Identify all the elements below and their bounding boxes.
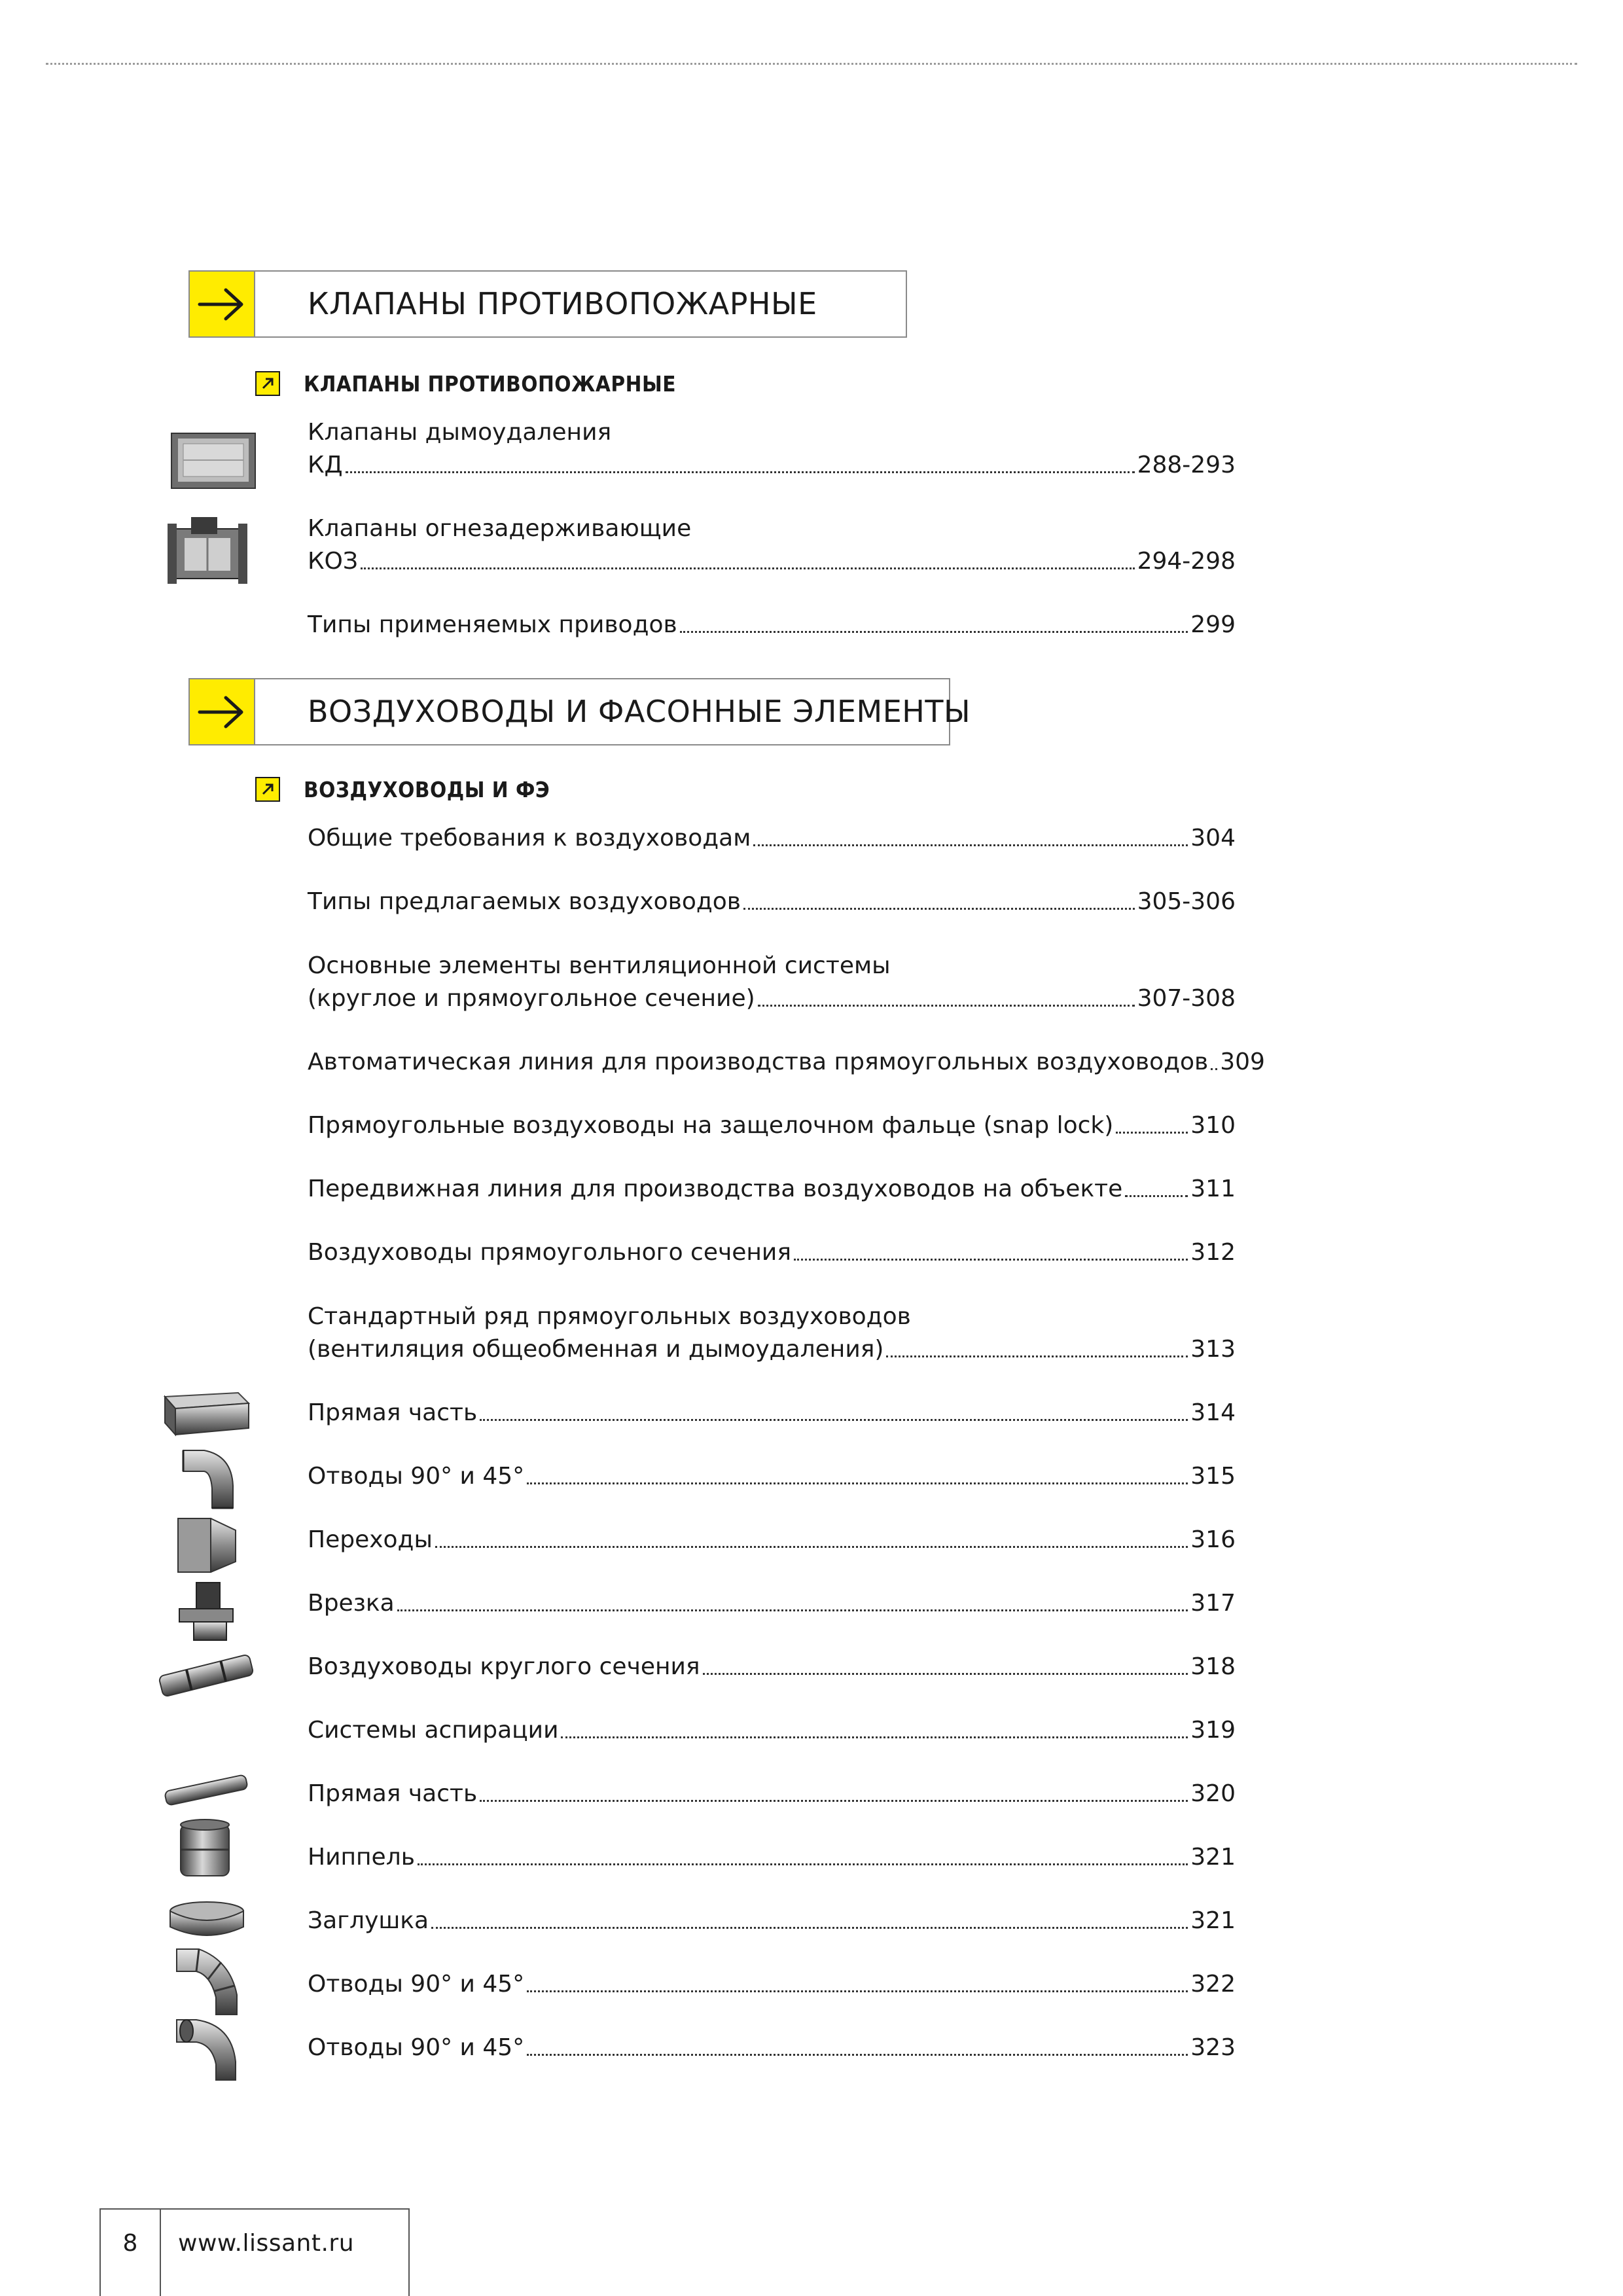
- toc-entry[interactable]: [308, 1587, 1236, 1620]
- toc-entry-page: 323: [1190, 2034, 1236, 2061]
- leader-dots: [397, 1609, 1188, 1611]
- section-header-fire-dampers: [188, 270, 907, 338]
- toc-entry-text: Отводы 90° и 45°: [308, 2034, 525, 2061]
- toc-entry[interactable]: [308, 449, 1236, 482]
- toc-entry-text: Отводы 90° и 45°: [308, 1971, 525, 1998]
- page-footer: [99, 2208, 410, 2296]
- round-duct-image: [156, 1640, 257, 1711]
- arrow-right-icon: [190, 272, 255, 336]
- toc-entry-page: 313: [1190, 1336, 1236, 1363]
- toc-entry-page: 288-293: [1137, 452, 1236, 478]
- leader-dots: [418, 1863, 1188, 1865]
- toc-entry-text: КД: [308, 452, 343, 478]
- toc-entry-page: 321: [1190, 1907, 1236, 1934]
- toc-entry-page: 304: [1190, 825, 1236, 852]
- leader-dots: [527, 1482, 1188, 1484]
- toc-entry[interactable]: [308, 982, 1236, 1015]
- toc-entry-text: Прямая часть: [308, 1399, 478, 1426]
- toc-entry-text: Врезка: [308, 1590, 395, 1617]
- toc-entry-page: 294-298: [1137, 548, 1236, 575]
- toc-entry-heading: Клапаны огнезадерживающие: [308, 515, 692, 542]
- leader-dots: [435, 1546, 1188, 1548]
- leader-dots: [480, 1800, 1188, 1802]
- toc-entry-text: (вентиляция общеобменная и дымоудаления): [308, 1336, 884, 1363]
- toc-entry-page: 305-306: [1137, 888, 1236, 915]
- toc-entry[interactable]: [308, 1333, 1236, 1366]
- rectangular-transition-image: [174, 1513, 240, 1576]
- toc-entry[interactable]: [308, 1460, 1236, 1493]
- toc-entry[interactable]: [308, 609, 1236, 641]
- toc-entry-page: 317: [1190, 1590, 1236, 1617]
- toc-entry-page: 307-308: [1137, 985, 1236, 1012]
- toc-entry[interactable]: [308, 1524, 1236, 1556]
- toc-entry-page: 309: [1220, 1049, 1265, 1075]
- leader-dots: [561, 1736, 1188, 1738]
- toc-entry-page: 316: [1190, 1526, 1236, 1553]
- toc-entry-page: 312: [1190, 1239, 1236, 1266]
- leader-dots: [480, 1419, 1188, 1421]
- toc-entry[interactable]: [308, 1968, 1236, 2001]
- rectangular-duct-image: [161, 1388, 251, 1440]
- website-link[interactable]: www.lissant.ru: [178, 2230, 355, 2257]
- toc-entry-text: Воздуховоды прямоугольного сечения: [308, 1239, 791, 1266]
- toc-entry-text: Системы аспирации: [308, 1717, 559, 1744]
- toc-entry-text: (круглое и прямоугольное сечение): [308, 985, 755, 1012]
- toc-entry-page: 315: [1190, 1463, 1236, 1490]
- toc-entry-heading: Клапаны дымоудаления: [308, 419, 612, 446]
- toc-entry-page: 314: [1190, 1399, 1236, 1426]
- toc-entry-text: Переходы: [308, 1526, 433, 1553]
- fire-damper-image: [165, 514, 250, 590]
- leader-dots: [794, 1259, 1188, 1261]
- leader-dots: [346, 471, 1135, 473]
- leader-dots: [1116, 1132, 1188, 1134]
- rectangular-elbow-image: [178, 1446, 237, 1512]
- toc-entry[interactable]: [308, 1173, 1236, 1206]
- toc-entry-text: Типы применяемых приводов: [308, 611, 677, 638]
- arrow-right-icon: [190, 679, 255, 744]
- leader-dots: [431, 1927, 1188, 1929]
- leader-dots: [703, 1673, 1188, 1675]
- toc-entry[interactable]: [308, 886, 1236, 918]
- arrow-up-right-icon: [255, 371, 280, 396]
- toc-entry-text: Заглушка: [308, 1907, 429, 1934]
- pressed-elbow-image: [170, 2016, 242, 2084]
- leader-dots: [886, 1355, 1188, 1357]
- toc-entry[interactable]: [308, 1236, 1236, 1269]
- toc-entry-page: 318: [1190, 1653, 1236, 1680]
- toc-entry[interactable]: [308, 1397, 1236, 1429]
- toc-entry[interactable]: [308, 1109, 1236, 1142]
- toc-entry-page: 322: [1190, 1971, 1236, 1998]
- toc-entry[interactable]: [308, 822, 1236, 855]
- toc-entry-heading: Стандартный ряд прямоугольных воздуховодов: [308, 1303, 911, 1330]
- toc-entry[interactable]: [308, 1905, 1236, 1937]
- toc-entry-page: 320: [1190, 1780, 1236, 1807]
- tap-in-image: [174, 1580, 237, 1643]
- subsection-header-ducts: [255, 775, 550, 804]
- toc-entry-text: Ниппель: [308, 1844, 415, 1871]
- subsection-header-fire-dampers: [255, 369, 676, 398]
- toc-entry[interactable]: [308, 545, 1236, 578]
- leader-dots: [1211, 1068, 1217, 1070]
- leader-dots: [753, 844, 1188, 846]
- section-title: КЛАПАНЫ ПРОТИВОПОЖАРНЫЕ: [308, 286, 817, 321]
- aspiration-pipe-image: [161, 1767, 251, 1813]
- leader-dots: [527, 1990, 1188, 1992]
- leader-dots: [743, 908, 1135, 910]
- smoke-damper-image: [169, 429, 258, 492]
- toc-entry-text: Отводы 90° и 45°: [308, 1463, 525, 1490]
- segmented-elbow-image: [170, 1945, 242, 2018]
- leader-dots: [1125, 1195, 1188, 1197]
- toc-entry[interactable]: [308, 1778, 1236, 1810]
- toc-entry-page: 319: [1190, 1717, 1236, 1744]
- leader-dots: [361, 567, 1135, 569]
- toc-entry-heading: Основные элементы вентиляционной системы: [308, 952, 891, 979]
- toc-entry-text: Воздуховоды круглого сечения: [308, 1653, 700, 1680]
- toc-entry[interactable]: [308, 1841, 1236, 1874]
- section-title: ВОЗДУХОВОДЫ И ФАСОННЫЕ ЭЛЕМЕНТЫ: [308, 694, 971, 729]
- end-cap-image: [166, 1897, 247, 1944]
- toc-entry[interactable]: [308, 1714, 1236, 1747]
- leader-dots: [680, 631, 1188, 633]
- toc-entry[interactable]: [308, 2032, 1236, 2064]
- nipple-image: [171, 1816, 238, 1884]
- leader-dots: [527, 2054, 1188, 2056]
- toc-entry-text: Прямоугольные воздуховоды на защелочном фальце (snap lock): [308, 1112, 1114, 1139]
- toc-entry-text: Прямая часть: [308, 1780, 478, 1807]
- toc-entry-page: 311: [1190, 1175, 1236, 1202]
- top-dotted-rule: [46, 63, 1577, 65]
- toc-entry-page: 299: [1190, 611, 1236, 638]
- arrow-up-right-icon: [255, 777, 280, 802]
- page-number: 8: [101, 2210, 161, 2296]
- leader-dots: [758, 1005, 1135, 1007]
- toc-entry-page: 321: [1190, 1844, 1236, 1871]
- toc-entry-text: Типы предлагаемых воздуховодов: [308, 888, 741, 915]
- toc-entry[interactable]: [308, 1046, 1265, 1079]
- subsection-title: ВОЗДУХОВОДЫ И ФЭ: [304, 776, 550, 802]
- subsection-title: КЛАПАНЫ ПРОТИВОПОЖАРНЫЕ: [304, 370, 677, 397]
- toc-entry-text: КОЗ: [308, 548, 358, 575]
- toc-entry-text: Передвижная линия для производства воздуховодов на объекте: [308, 1175, 1123, 1202]
- toc-entry[interactable]: [308, 1651, 1236, 1683]
- toc-entry-text: Автоматическая линия для производства прямоугольных воздуховодов: [308, 1049, 1209, 1075]
- section-header-ducts: [188, 678, 971, 745]
- toc-entry-page: 310: [1190, 1112, 1236, 1139]
- toc-entry-text: Общие требования к воздуховодам: [308, 825, 751, 852]
